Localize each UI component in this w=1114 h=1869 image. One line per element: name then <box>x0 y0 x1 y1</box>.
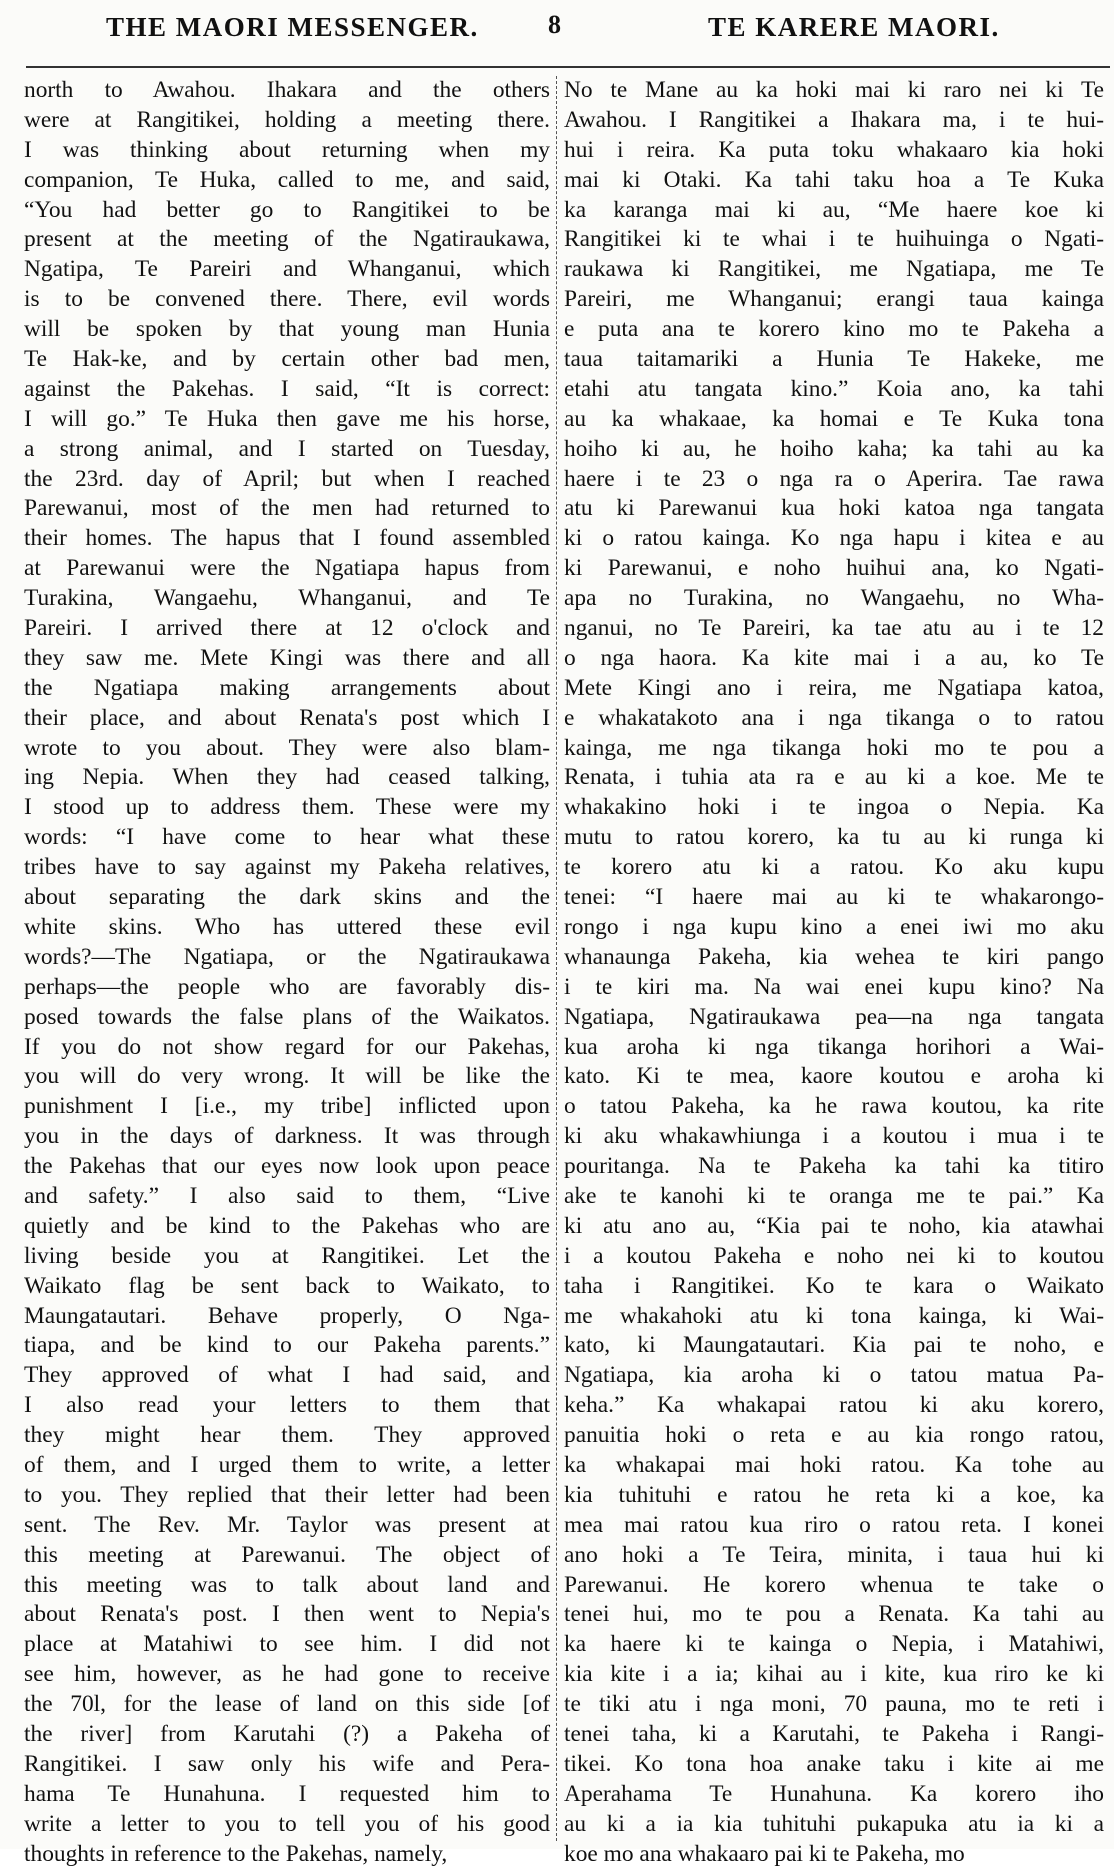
maori-text-line: etahi atu tangata kino.” Koia ano, ka tahi <box>564 375 1104 402</box>
maori-text-line: ki Parewanui, e noho huihui ana, ko Ngati- <box>564 555 1104 582</box>
maori-text-line: Parewanui. He korero whenua te take o <box>564 1571 1104 1598</box>
maori-column <box>564 76 1104 1867</box>
english-text-line: If you do not show regard for our Pakehas, <box>24 1033 550 1060</box>
maori-text-line: Rangitikei ki te whai i te huihuinga o Ngati- <box>564 226 1104 253</box>
maori-text-line: kia kite i a ia; kihai au i kite, kua riro ke ki <box>564 1661 1104 1688</box>
maori-text-line: hui i reira. Ka puta toku whakaaro kia hoki <box>564 136 1104 163</box>
maori-text-line: taua taitamariki a Hunia Te Hakeke, me <box>564 346 1104 373</box>
english-text-line: the Ngatiapa making arrangements about <box>24 674 550 701</box>
maori-text-line: kato, ki Maungatautari. Kia pai te noho, e <box>564 1332 1104 1359</box>
maori-text-line: mea mai ratou kua riro o ratou reta. I konei <box>564 1511 1104 1538</box>
english-text-line: they saw me. Mete Kingi was there and all <box>24 644 550 671</box>
maori-text-line: kainga, me nga tikanga hoki mo te pou a <box>564 734 1104 761</box>
english-text-line: about separating the dark skins and the <box>24 884 550 911</box>
english-text-line: living beside you at Rangitikei. Let the <box>24 1242 550 1269</box>
maori-text-line: e whakatakoto ana i nga tikanga o to ratou <box>564 704 1104 731</box>
maori-text-line: apa no Turakina, no Wangaehu, no Wha- <box>564 585 1104 612</box>
maori-text-line: tikei. Ko tona hoa anake taku i kite ai me <box>564 1750 1104 1777</box>
maori-text-line: Ngatiapa, Ngatiraukawa pea—na nga tangata <box>564 1003 1104 1030</box>
maori-text-line: atu ki Parewanui kua hoki katoa nga tangata <box>564 495 1104 522</box>
maori-text-line: i te kiri ma. Na wai enei kupu kino? Na <box>564 973 1104 1000</box>
english-text-line: posed towards the false plans of the Waikatos. <box>24 1003 550 1030</box>
english-text-line: of them, and I urged them to write, a letter <box>24 1451 550 1478</box>
header-rule <box>26 66 1110 68</box>
maori-text-line: Pareiri, me Whanganui; erangi taua kainga <box>564 286 1104 313</box>
maori-text-line: ki atu ano au, “Kia pai te noho, kia atawhai <box>564 1212 1104 1239</box>
english-text-line: present at the meeting of the Ngatiraukawa, <box>24 226 550 253</box>
english-text-line: write a letter to you to tell you of his good <box>24 1810 550 1837</box>
english-text-line: a strong animal, and I started on Tuesday, <box>24 435 550 462</box>
maori-text-line: o tatou Pakeha, ka he rawa koutou, ka rite <box>564 1093 1104 1120</box>
maori-text-line: keha.” Ka whakapai ratou ki aku korero, <box>564 1392 1104 1419</box>
maori-text-line: au ki a ia kia tuhituhi pukapuka atu ia ki a <box>564 1810 1104 1837</box>
column-divider <box>556 76 557 1841</box>
maori-text-line: kua aroha ki nga tikanga horihori a Wai- <box>564 1033 1104 1060</box>
english-text-line: white skins. Who has uttered these evil <box>24 913 550 940</box>
maori-text-line: koe mo ana whakaaro pai ki te Pakeha, mo <box>564 1840 965 1867</box>
maori-text-line: e puta ana te korero kino mo te Pakeha a <box>564 316 1104 343</box>
maori-text-line: whakakino hoki i te ingoa o Nepia. Ka <box>564 794 1104 821</box>
english-text-line: they might hear them. They approved <box>24 1422 550 1449</box>
maori-text-line: raukawa ki Rangitikei, me Ngatiapa, me Te <box>564 256 1104 283</box>
english-text-line: perhaps—the people who are favorably dis- <box>24 973 550 1000</box>
english-text-line: Rangitikei. I saw only his wife and Pera- <box>24 1750 550 1777</box>
maori-text-line: taha i Rangitikei. Ko te kara o Waikato <box>564 1272 1104 1299</box>
english-column <box>24 76 550 1867</box>
english-text-line: sent. The Rev. Mr. Taylor was present at <box>24 1511 550 1538</box>
maori-text-line: whanaunga Pakeha, kia wehea te kiri pango <box>564 943 1104 970</box>
english-text-line: you in the days of darkness. It was through <box>24 1123 550 1150</box>
english-text-line: I was thinking about returning when my <box>24 136 550 163</box>
maori-text-line: rongo i nga kupu kino a enei iwi mo aku <box>564 913 1104 940</box>
english-text-line: were at Rangitikei, holding a meeting there. <box>24 106 550 133</box>
english-text-line: the Pakehas that our eyes now look upon peace <box>24 1153 550 1180</box>
english-text-line: thoughts in reference to the Pakehas, namely, <box>24 1840 448 1867</box>
maori-text-line: hoiho ki au, he hoiho kaha; ka tahi au ka <box>564 435 1104 462</box>
english-text-line: about Renata's post. I then went to Nepia's <box>24 1601 550 1628</box>
english-text-line: I stood up to address them. These were my <box>24 794 550 821</box>
maori-text-line: me whakahoki atu ki tona kainga, ki Wai- <box>564 1302 1104 1329</box>
maori-text-line: ka karanga mai ki au, “Me haere koe ki <box>564 196 1104 223</box>
english-text-line: this meeting at Parewanui. The object of <box>24 1541 550 1568</box>
english-text-line: north to Awahou. Ihakara and the others <box>24 77 550 103</box>
english-text-line: will be spoken by that young man Hunia <box>24 316 550 343</box>
english-text-line: their homes. The hapus that I found assembled <box>24 525 550 552</box>
english-text-line: this meeting was to talk about land and <box>24 1571 550 1598</box>
english-text-line: I also read your letters to them that <box>24 1392 550 1419</box>
maori-text-line: ake te kanohi ki te oranga me te pai.” Ka <box>564 1182 1104 1209</box>
maori-text-line: Mete Kingi ano i reira, me Ngatiapa katoa, <box>564 674 1104 701</box>
maori-text-line: Aperahama Te Hunahuna. Ka korero iho <box>564 1780 1104 1807</box>
english-text-line: Pareiri. I arrived there at 12 o'clock and <box>24 615 550 642</box>
maori-text-line: kato. Ki te mea, kaore koutou e aroha ki <box>564 1063 1104 1090</box>
maori-text-line: tenei hui, mo te pou a Renata. Ka tahi au <box>564 1601 1104 1628</box>
english-text-line: the 23rd. day of April; but when I reached <box>24 465 550 492</box>
english-text-line: against the Pakehas. I said, “It is correct: <box>24 375 550 402</box>
english-text-line: “You had better go to Rangitikei to be <box>24 196 550 223</box>
maori-text-line: Renata, i tuhia ata ra e au ki a koe. Me te <box>564 764 1104 791</box>
maori-text-line: ki aku whakawhiunga i a koutou i mua i te <box>564 1123 1104 1150</box>
english-text-line: Turakina, Wangaehu, Whanganui, and Te <box>24 585 550 612</box>
english-text-line: and safety.” I also said to them, “Live <box>24 1182 550 1209</box>
english-text-line: at Parewanui were the Ngatiapa hapus from <box>24 555 550 582</box>
english-text-line: tribes have to say against my Pakeha relatives, <box>24 854 550 881</box>
english-text-line: I will go.” Te Huka then gave me his horse, <box>24 405 550 432</box>
english-text-line: They approved of what I had said, and <box>24 1362 550 1389</box>
english-text-line: ing Nepia. When they had ceased talking, <box>24 764 550 791</box>
english-text-line: their place, and about Renata's post which I <box>24 704 550 731</box>
english-text-line: quietly and be kind to the Pakehas who are <box>24 1212 550 1239</box>
maori-text-line: ki o ratou kainga. Ko nga hapu i kitea e au <box>564 525 1104 552</box>
maori-text-line: i a koutou Pakeha e noho nei ki to koutou <box>564 1242 1104 1269</box>
maori-text-line: nganui, no Te Pareiri, ka tae atu au i te 12 <box>564 615 1104 642</box>
english-text-line: to you. They replied that their letter had been <box>24 1481 550 1508</box>
english-text-line: punishment I [i.e., my tribe] inflicted upon <box>24 1093 550 1120</box>
english-text-line: wrote to you about. They were also blam- <box>24 734 550 761</box>
maori-text-line: mai ki Otaki. Ka tahi taku hoa a Te Kuka <box>564 166 1104 193</box>
english-text-line: the river] from Karutahi (?) a Pakeha of <box>24 1720 550 1747</box>
maori-text-line: o nga haora. Ka kite mai i a au, ko Te <box>564 644 1104 671</box>
maori-text-line: ano hoki a Te Teira, minita, i taua hui ki <box>564 1541 1104 1568</box>
english-text-line: Ngatipa, Te Pareiri and Whanganui, which <box>24 256 550 283</box>
maori-text-line: te korero atu ki a ratou. Ko aku kupu <box>564 854 1104 881</box>
english-text-line: words: “I have come to hear what these <box>24 824 550 851</box>
maori-text-line: No te Mane au ka hoki mai ki raro nei ki Te <box>564 77 1104 103</box>
maori-text-line: Awahou. I Rangitikei a Ihakara ma, i te hui- <box>564 106 1104 133</box>
maori-text-line: haere i te 23 o nga ra o Aperira. Tae rawa <box>564 465 1104 492</box>
running-head <box>0 8 1114 52</box>
maori-text-line: mutu to ratou korero, ka tu au ki runga ki <box>564 824 1104 851</box>
english-text-line: Te Hak-ke, and by certain other bad men, <box>24 346 550 373</box>
english-text-line: Maungatautari. Behave properly, O Nga- <box>24 1302 550 1329</box>
english-text-line: companion, Te Huka, called to me, and said, <box>24 166 550 193</box>
maori-text-line: ka whakapai mai hoki ratou. Ka tohe au <box>564 1451 1104 1478</box>
english-text-line: words?—The Ngatiapa, or the Ngatiraukawa <box>24 943 550 970</box>
maori-text-line: tenei taha, ki a Karutahi, te Pakeha i Rangi- <box>564 1720 1104 1747</box>
maori-text-line: pouritanga. Na te Pakeha ka tahi ka titiro <box>564 1153 1104 1180</box>
english-text-line: tiapa, and be kind to our Pakeha parents.” <box>24 1332 550 1359</box>
maori-text-line: kia tuhituhi e ratou he reta ki a koe, ka <box>564 1481 1104 1508</box>
page-number: 8 <box>548 10 561 39</box>
maori-text-line: au ka whakaae, ka homai e Te Kuka tona <box>564 405 1104 432</box>
maori-text-line: tenei: “I haere mai au ki te whakarongo- <box>564 884 1104 911</box>
maori-text-line: te tiki atu i nga moni, 70 pauna, mo te reti i <box>564 1691 1104 1718</box>
maori-text-line: ka haere ki te kainga o Nepia, i Matahiwi, <box>564 1631 1104 1658</box>
english-text-line: Waikato flag be sent back to Waikato, to <box>24 1272 550 1299</box>
english-masthead-title: THE MAORI MESSENGER. <box>106 12 479 42</box>
english-text-line: the 70l, for the lease of land on this side [of <box>24 1691 550 1718</box>
english-text-line: you will do very wrong. It will be like the <box>24 1063 550 1090</box>
maori-masthead-title: TE KARERE MAORI. <box>708 12 1000 42</box>
english-text-line: see him, however, as he had gone to receive <box>24 1661 550 1688</box>
maori-text-line: panuitia hoki o reta e au kia rongo ratou, <box>564 1422 1104 1449</box>
english-text-line: Parewanui, most of the men had returned to <box>24 495 550 522</box>
english-text-line: is to be convened there. There, evil words <box>24 286 550 313</box>
english-text-line: hama Te Hunahuna. I requested him to <box>24 1780 550 1807</box>
english-text-line: place at Matahiwi to see him. I did not <box>24 1631 550 1658</box>
maori-text-line: Ngatiapa, kia aroha ki o tatou matua Pa- <box>564 1362 1104 1389</box>
